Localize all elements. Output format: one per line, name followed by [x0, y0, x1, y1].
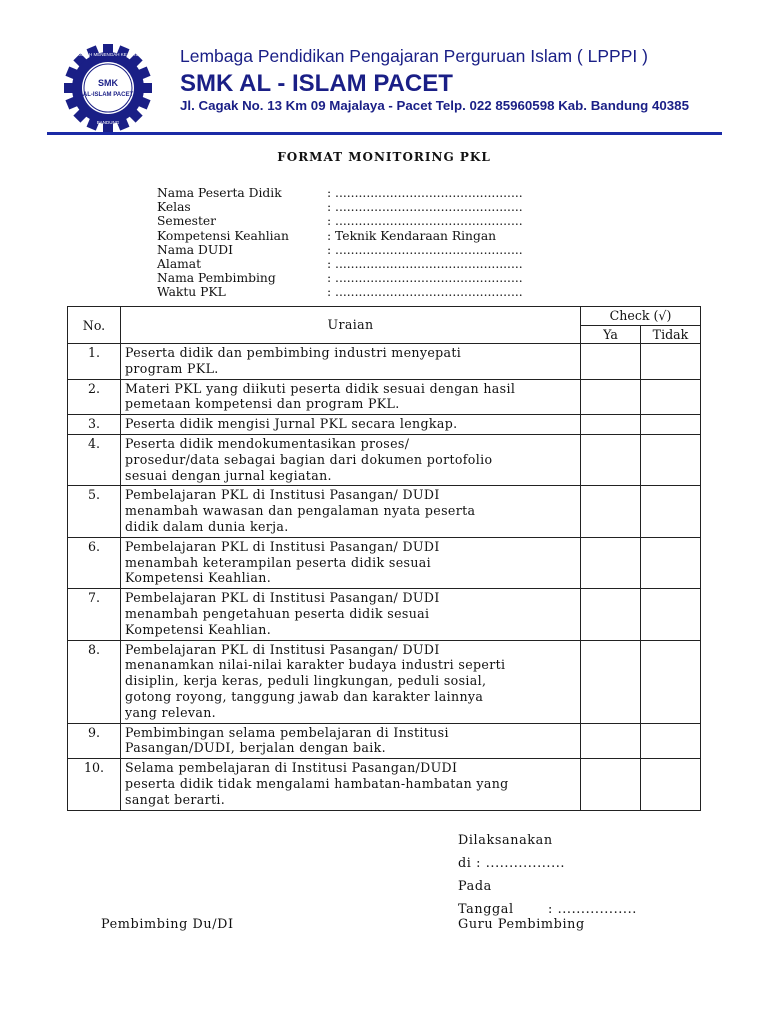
info-label: Nama Pembimbing — [157, 271, 276, 286]
check-ya-cell[interactable] — [581, 640, 641, 723]
check-tidak-cell[interactable] — [641, 537, 701, 588]
info-row-nama-pembimbing — [157, 271, 523, 285]
description-line: Peserta didik dan pembimbing industri menyepati — [125, 345, 462, 360]
table-row — [68, 723, 701, 759]
row-description — [121, 379, 581, 415]
row-number: 9. — [68, 723, 121, 759]
row-number: 10. — [68, 759, 121, 810]
description-line: Peserta didik mendokumentasikan proses/ — [125, 435, 410, 451]
table-row — [68, 589, 701, 640]
row-description — [121, 723, 581, 759]
header-tidak: Tidak — [641, 326, 701, 344]
guru-pembimbing-signature-label: Guru Pembimbing — [458, 917, 585, 932]
organization-name: Lembaga Pendidikan Pengajaran Perguruan Islam ( LPPPI ) — [180, 46, 648, 66]
description-line: Peserta didik mengisi Jurnal PKL secara lengkap. — [125, 416, 458, 432]
description-line: Pembelajaran PKL di Institusi Pasangan/ DUDI — [125, 641, 440, 657]
description-line: menambah wawasan dan pengalaman nyata peserta — [125, 503, 476, 519]
check-tidak-cell[interactable] — [641, 434, 701, 485]
row-number: 2. — [68, 379, 121, 415]
row-description — [121, 344, 581, 380]
description-line: Pembelajaran PKL di Institusi Pasangan/ DUDI — [125, 487, 440, 503]
school-name: SMK AL - ISLAM PACET — [180, 70, 453, 97]
location-field: di : ................. — [458, 856, 566, 871]
table-row — [68, 434, 701, 485]
header-check: Check (√) — [581, 307, 701, 326]
info-row-kompetensi — [157, 229, 523, 243]
info-value: : ................................................ — [327, 256, 523, 271]
info-row-alamat — [157, 257, 523, 271]
check-tidak-cell[interactable] — [641, 723, 701, 759]
row-description — [121, 589, 581, 640]
table-row — [68, 640, 701, 723]
table-row — [68, 759, 701, 810]
description-line: disiplin, kerja keras, peduli lingkungan, peduli sosial, — [125, 673, 487, 689]
info-value: : ................................................ — [327, 242, 523, 257]
check-ya-cell[interactable] — [581, 434, 641, 485]
logo-name-text: AL-ISLAM PACET — [82, 92, 134, 98]
info-label: Kompetensi Keahlian — [157, 228, 289, 243]
info-fields — [157, 186, 523, 300]
description-line: Pasangan/DUDI, berjalan dengan baik. — [125, 740, 386, 756]
description-line: peserta didik tidak mengalami hambatan-hambatan yang — [125, 775, 509, 791]
check-tidak-cell[interactable] — [641, 759, 701, 810]
row-number: 3. — [68, 415, 121, 435]
info-label: Nama DUDI — [157, 242, 233, 257]
info-row-semester — [157, 214, 523, 228]
check-tidak-cell[interactable] — [641, 486, 701, 537]
info-row-nama-peserta — [157, 186, 523, 200]
check-ya-cell[interactable] — [581, 759, 641, 810]
description-line: Pembelajaran PKL di Institusi Pasangan/ DUDI — [125, 590, 440, 606]
document-title: FORMAT MONITORING PKL — [277, 150, 491, 164]
info-value: : ................................................ — [327, 200, 523, 215]
description-line: Pembelajaran PKL di Institusi Pasangan/ DUDI — [125, 538, 440, 554]
row-number: 5. — [68, 486, 121, 537]
monitoring-table — [67, 306, 701, 811]
info-value: : ................................................ — [327, 285, 523, 300]
check-tidak-cell[interactable] — [641, 415, 701, 435]
description-line: Kompetensi Keahlian. — [125, 621, 272, 637]
table-body — [68, 344, 701, 811]
description-line: program PKL. — [125, 360, 219, 376]
info-row-kelas — [157, 200, 523, 214]
header-uraian: Uraian — [121, 307, 581, 344]
logo-smk-text: SMK — [98, 78, 118, 88]
description-line: gotong royong, tanggung jawab dan karakter lainnya — [125, 688, 484, 704]
check-ya-cell[interactable] — [581, 589, 641, 640]
row-description — [121, 415, 581, 435]
info-value: : ................................................ — [327, 271, 523, 286]
letterhead — [47, 38, 722, 135]
pada-label: Pada — [458, 879, 492, 894]
row-description — [121, 486, 581, 537]
table-row — [68, 486, 701, 537]
info-row-nama-dudi — [157, 243, 523, 257]
logo-bottom-text: BANDUNG — [96, 120, 120, 125]
check-ya-cell[interactable] — [581, 486, 641, 537]
row-number: 7. — [68, 589, 121, 640]
info-label: Kelas — [157, 200, 191, 215]
row-number: 1. — [68, 344, 121, 380]
description-line: sangat berarti. — [125, 791, 226, 807]
info-label: Waktu PKL — [157, 285, 226, 300]
school-address: Jl. Cagak No. 13 Km 09 Majalaya - Pacet Telp. 022 85960598 Kab. Bandung 40385 — [180, 98, 689, 113]
check-ya-cell[interactable] — [581, 723, 641, 759]
row-description — [121, 759, 581, 810]
info-value: : Teknik Kendaraan Ringan — [327, 228, 497, 243]
check-tidak-cell[interactable] — [641, 344, 701, 380]
description-line: prosedur/data sebagai bagian dari dokumen portofolio — [125, 451, 493, 467]
info-row-waktu-pkl — [157, 285, 523, 299]
row-number: 6. — [68, 537, 121, 588]
info-value: : ................................................ — [327, 214, 523, 229]
check-ya-cell[interactable] — [581, 537, 641, 588]
description-line: Pembimbingan selama pembelajaran di Institusi — [125, 724, 449, 740]
pembimbing-dudi-signature-label: Pembimbing Du/DI — [101, 917, 234, 932]
description-line: menanamkan nilai-nilai karakter budaya industri seperti — [125, 657, 506, 673]
table-row — [68, 344, 701, 380]
row-number: 8. — [68, 640, 121, 723]
description-line: sesuai dengan jurnal kegiatan. — [125, 467, 332, 483]
check-ya-cell[interactable] — [581, 415, 641, 435]
description-line: yang relevan. — [125, 704, 217, 720]
description-line: pemetaan kompetensi dan program PKL. — [125, 396, 400, 412]
table-row — [68, 379, 701, 415]
check-tidak-cell[interactable] — [641, 589, 701, 640]
description-line: menambah keterampilan peserta didik sesuai — [125, 554, 432, 570]
dilaksanakan-label: Dilaksanakan — [458, 833, 553, 848]
header-ya: Ya — [581, 326, 641, 344]
check-ya-cell[interactable] — [581, 379, 641, 415]
header-no: No. — [68, 307, 121, 344]
row-description — [121, 434, 581, 485]
check-tidak-cell[interactable] — [641, 640, 701, 723]
description-line: Kompetensi Keahlian. — [125, 570, 272, 586]
description-line: Selama pembelajaran di Institusi Pasangan/DUDI — [125, 760, 458, 776]
info-label: Nama Peserta Didik — [157, 186, 282, 200]
logo-top-text: SEKOLAH MENENGAH KEJURUAN — [70, 52, 146, 57]
row-number: 4. — [68, 434, 121, 485]
info-label: Alamat — [157, 256, 202, 271]
check-tidak-cell[interactable] — [641, 379, 701, 415]
description-line: Materi PKL yang diikuti peserta didik sesuai dengan hasil — [125, 380, 516, 396]
table-row — [68, 415, 701, 435]
row-description — [121, 640, 581, 723]
info-value: : ................................................ — [327, 186, 523, 200]
tanggal-label: Tanggal — [458, 902, 514, 917]
row-description — [121, 537, 581, 588]
school-logo — [64, 44, 152, 132]
table-row — [68, 537, 701, 588]
description-line: menambah pengetahuan peserta didik sesuai — [125, 605, 430, 621]
check-ya-cell[interactable] — [581, 344, 641, 380]
description-line: didik dalam dunia kerja. — [125, 518, 289, 534]
tanggal-field: : ................. — [548, 902, 637, 917]
info-label: Semester — [157, 214, 217, 229]
